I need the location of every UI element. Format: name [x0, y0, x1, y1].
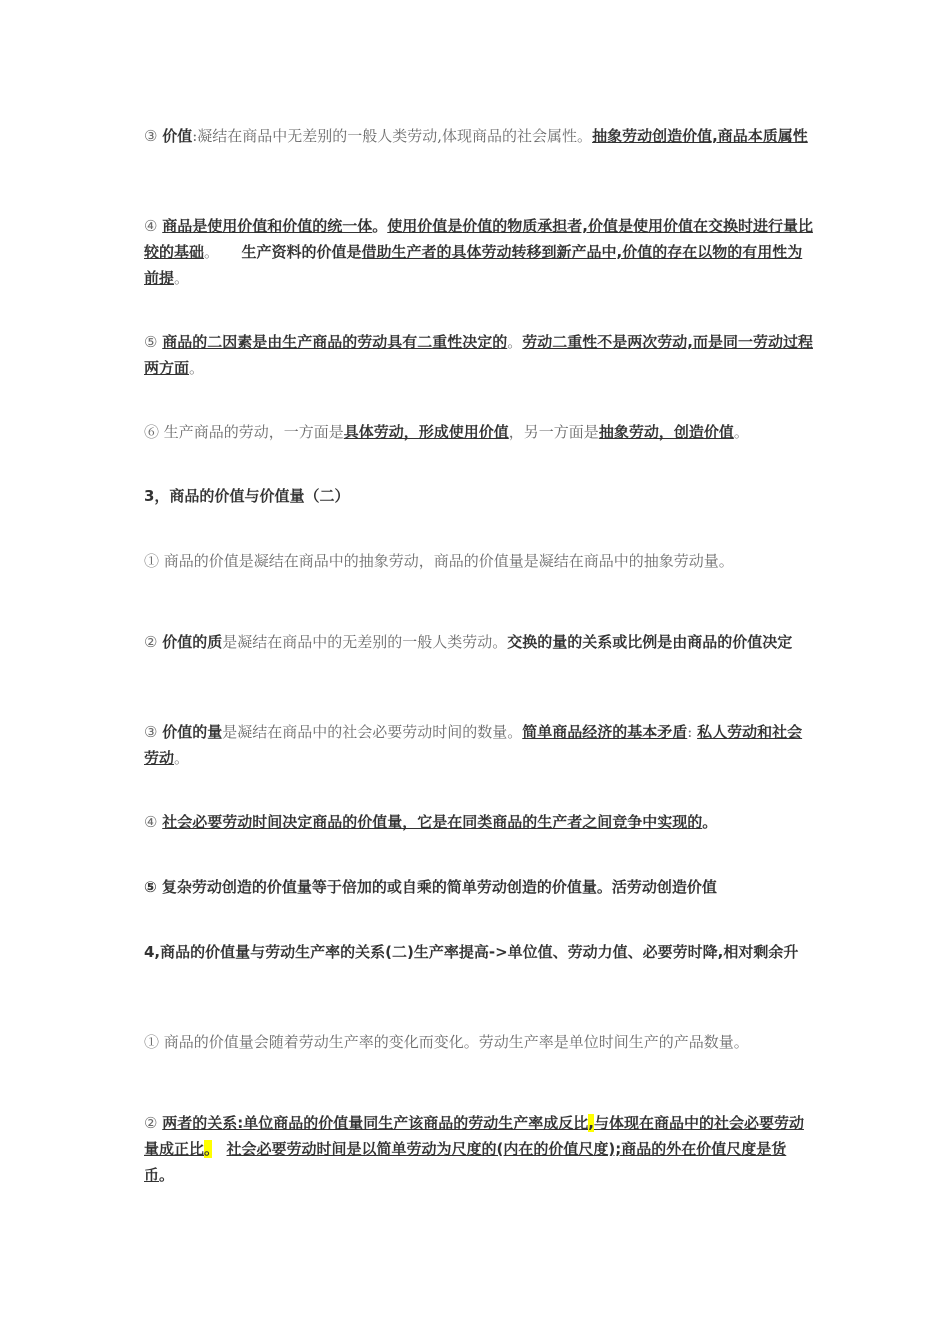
- text-segment: :: [687, 723, 698, 741]
- paragraph-commodity-unity: [144, 213, 814, 291]
- paragraph-dual-labor: [144, 419, 814, 445]
- paragraph-quantity-of-value: [144, 719, 814, 771]
- text-segment: ④: [144, 813, 163, 831]
- text-segment: 。: [189, 359, 205, 377]
- paragraph-socially-necessary-time: [144, 809, 814, 835]
- text-segment: 。: [733, 423, 749, 441]
- text-segment: ,: [588, 1114, 594, 1132]
- paragraph-two-factors: [144, 329, 814, 381]
- text-segment: 价值: [162, 127, 193, 145]
- section-heading-3: [144, 483, 814, 509]
- text-segment: 抽象劳动，创造价值: [598, 423, 734, 441]
- text-segment: 价值的量: [162, 723, 223, 741]
- paragraph-value-and-magnitude: [144, 548, 814, 574]
- text-segment: ⑤ 复杂劳动创造的价值量等于倍加的或自乘的简单劳动创造的价值量。活劳动创造价值: [144, 878, 717, 896]
- text-segment: ① 商品的价值是凝结在商品中的抽象劳动，商品的价值量是凝结在商品中的抽象劳动量。: [144, 552, 734, 570]
- paragraph-productivity-change: [144, 1029, 814, 1055]
- text-segment: 4,商品的价值量与劳动生产率的关系(二)生产率提高->单位值、劳动力值、必要劳时降,相对剩余升: [144, 943, 799, 961]
- text-segment: ③: [144, 127, 163, 145]
- text-segment: 是凝结在商品中的社会必要劳动时间的数量。: [222, 723, 523, 741]
- text-segment: 劳动二重性不是两次劳动,而是同一劳动过程两方面: [144, 333, 813, 377]
- paragraph-relationship: [144, 1110, 814, 1188]
- text-segment: 使用价值是价值的物质承担者,价值是使用价值在交换时进行量比较的基础: [144, 217, 813, 261]
- text-segment: 简单商品经济的基本矛盾: [522, 723, 688, 741]
- text-segment: ⑥ 生产商品的劳动，一方面是: [144, 423, 344, 441]
- text-segment: 生产资料的价值是: [241, 243, 362, 261]
- text-segment: 是凝结在商品中的无差别的一般人类劳动。: [222, 633, 508, 651]
- text-segment: [212, 1140, 227, 1158]
- text-segment: 。: [174, 749, 190, 767]
- text-segment: 。: [159, 1166, 175, 1184]
- text-segment: ，另一方面是: [508, 423, 599, 441]
- text-segment: 交换的量的关系或比例是由商品的价值决定: [507, 633, 793, 651]
- text-segment: ① 商品的价值量会随着劳动生产率的变化而变化。劳动生产率是单位时间生产的产品数量。: [144, 1033, 749, 1051]
- text-segment: 与体现在商品中的社会必要劳动量成正比: [144, 1114, 804, 1158]
- text-segment: 两者的关系:单位商品的价值量同生产该商品的劳动生产率成反比: [162, 1114, 589, 1132]
- text-segment: 商品是使用价值和价值的统一体: [162, 217, 373, 235]
- paragraph-complex-labor: [144, 874, 814, 900]
- text-segment: ②: [144, 1114, 163, 1132]
- text-segment: 。: [204, 1140, 212, 1158]
- text-segment: 。: [204, 243, 242, 261]
- text-segment: 。: [507, 333, 523, 351]
- text-segment: 借助生产者的具体劳动转移到新产品中,价值的存在以物的有用性为前提: [144, 243, 803, 287]
- section-heading-4: [144, 939, 814, 965]
- text-segment: 3，商品的价值与价值量（二）: [144, 487, 350, 505]
- text-segment: ④: [144, 217, 163, 235]
- text-segment: 。: [372, 217, 388, 235]
- text-segment: 社会必要劳动时间是以简单劳动为尺度的(内在的价值尺度);商品的外在价值尺度是货币: [144, 1140, 787, 1184]
- text-segment: 。: [174, 269, 190, 287]
- paragraph-quality-of-value: [144, 629, 814, 655]
- text-segment: 具体劳动，形成使用价值: [343, 423, 509, 441]
- text-segment: 私人劳动和社会劳动: [144, 723, 803, 767]
- text-segment: ②: [144, 633, 163, 651]
- text-segment: 社会必要劳动时间决定商品的价值量，它是在同类商品的生产者之间竞争中实现的: [162, 813, 703, 831]
- text-segment: :凝结在商品中无差别的一般人类劳动,体现商品的社会属性。: [192, 127, 593, 145]
- text-segment: ⑤: [144, 333, 163, 351]
- text-segment: 。: [702, 813, 718, 831]
- text-segment: 商品的二因素是由生产商品的劳动具有二重性决定的: [162, 333, 508, 351]
- text-segment: 抽象劳动创造价值,商品本质属性: [592, 127, 808, 145]
- text-segment: ③: [144, 723, 163, 741]
- text-segment: 价值的质: [162, 633, 223, 651]
- paragraph-value-definition: [144, 123, 814, 149]
